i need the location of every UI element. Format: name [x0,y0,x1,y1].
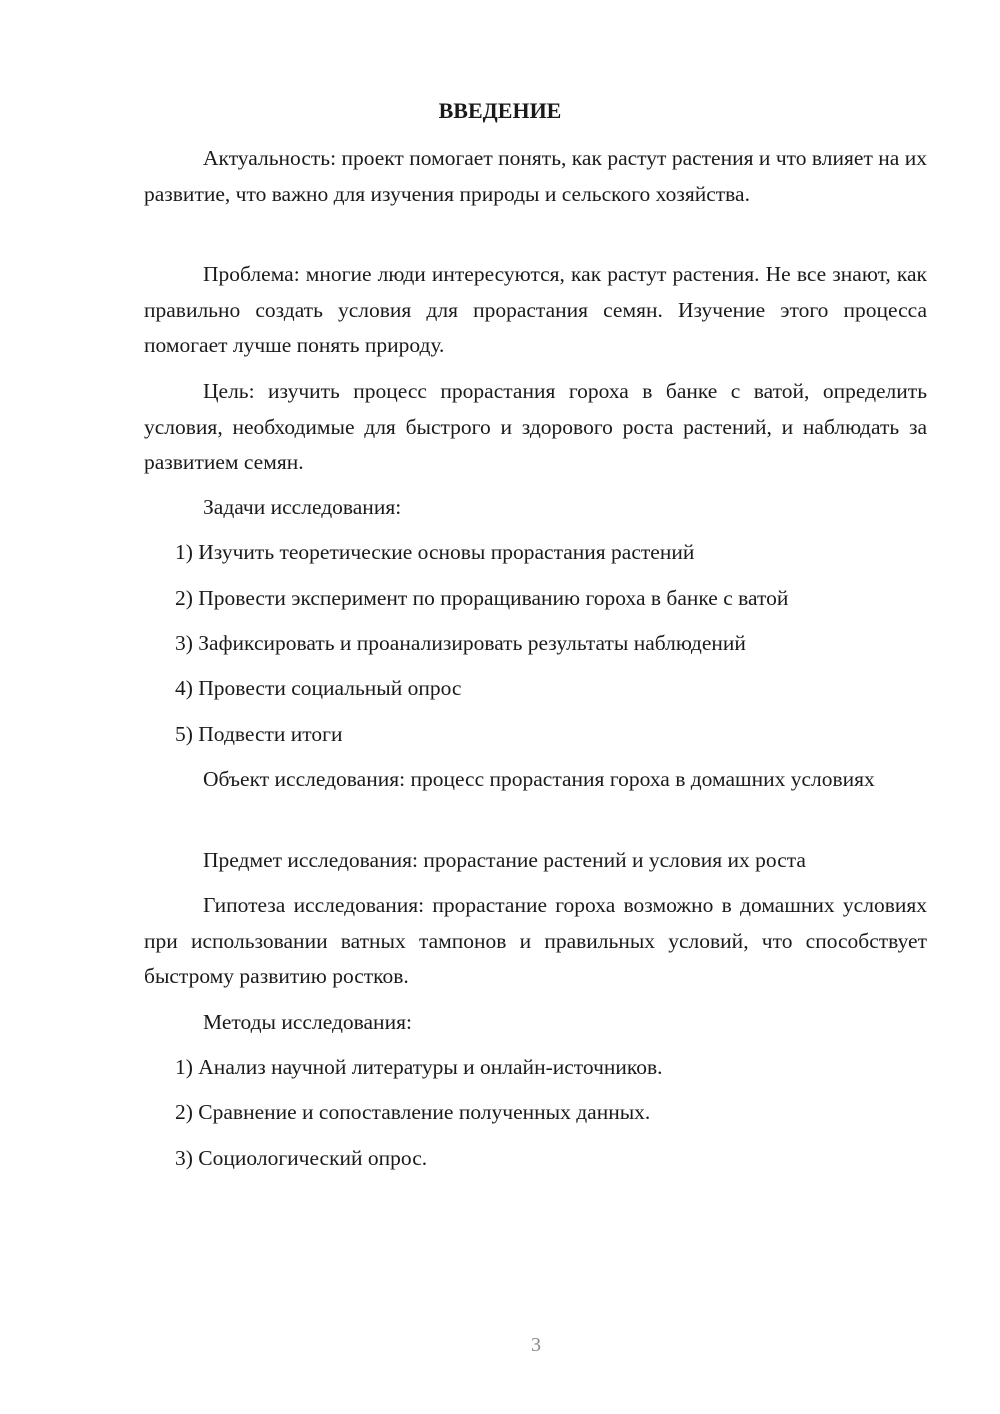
problem-paragraph: Проблема: многие люди интересуются, как растут растения. Не все знают, как правильно создать условия для прорастания семян. Изучение этого процесса помогает лучше понять природу. [144,262,927,357]
method-item-3: 3) Социологический опрос. [175,1146,428,1170]
relevance-paragraph: Актуальность: проект помогает понять, как растут растения и что влияет на их развитие, что важно для изучения природы и сельского хозяйства. [144,146,927,206]
section-heading [72,96,1000,126]
section-heading-text: ВВЕДЕНИЕ [438,98,562,123]
object-paragraph: Объект исследования: процесс прорастания гороха в домашних условиях [203,767,875,791]
methods-title: Методы исследования: [203,1010,412,1034]
goal-paragraph: Цель: изучить процесс прорастания гороха в банке с ватой, определить условия, необходимые для быстрого и здорового роста растений, и наблюдать за развитием семян. [144,379,927,474]
task-item-4: 4) Провести социальный опрос [175,676,462,700]
page-number: 3 [531,1334,541,1356]
task-item-5: 5) Подвести итоги [175,722,343,746]
method-item-1: 1) Анализ научной литературы и онлайн-источников. [175,1055,663,1079]
hypothesis-paragraph: Гипотеза исследования: прорастание гороха возможно в домашних условиях при использовании ватных тампонов и правильных условий, что способствует быстрому развитию ростков. [144,893,927,988]
task-item-1: 1) Изучить теоретические основы прорастания растений [175,540,695,564]
tasks-title: Задачи исследования: [203,495,402,519]
task-item-3: 3) Зафиксировать и проанализировать результаты наблюдений [175,631,746,655]
method-item-2: 2) Сравнение и сопоставление полученных данных. [175,1100,651,1124]
task-item-2: 2) Провести эксперимент по проращиванию гороха в банке с ватой [175,586,789,610]
subject-paragraph: Предмет исследования: прорастание растений и условия их роста [203,848,806,872]
